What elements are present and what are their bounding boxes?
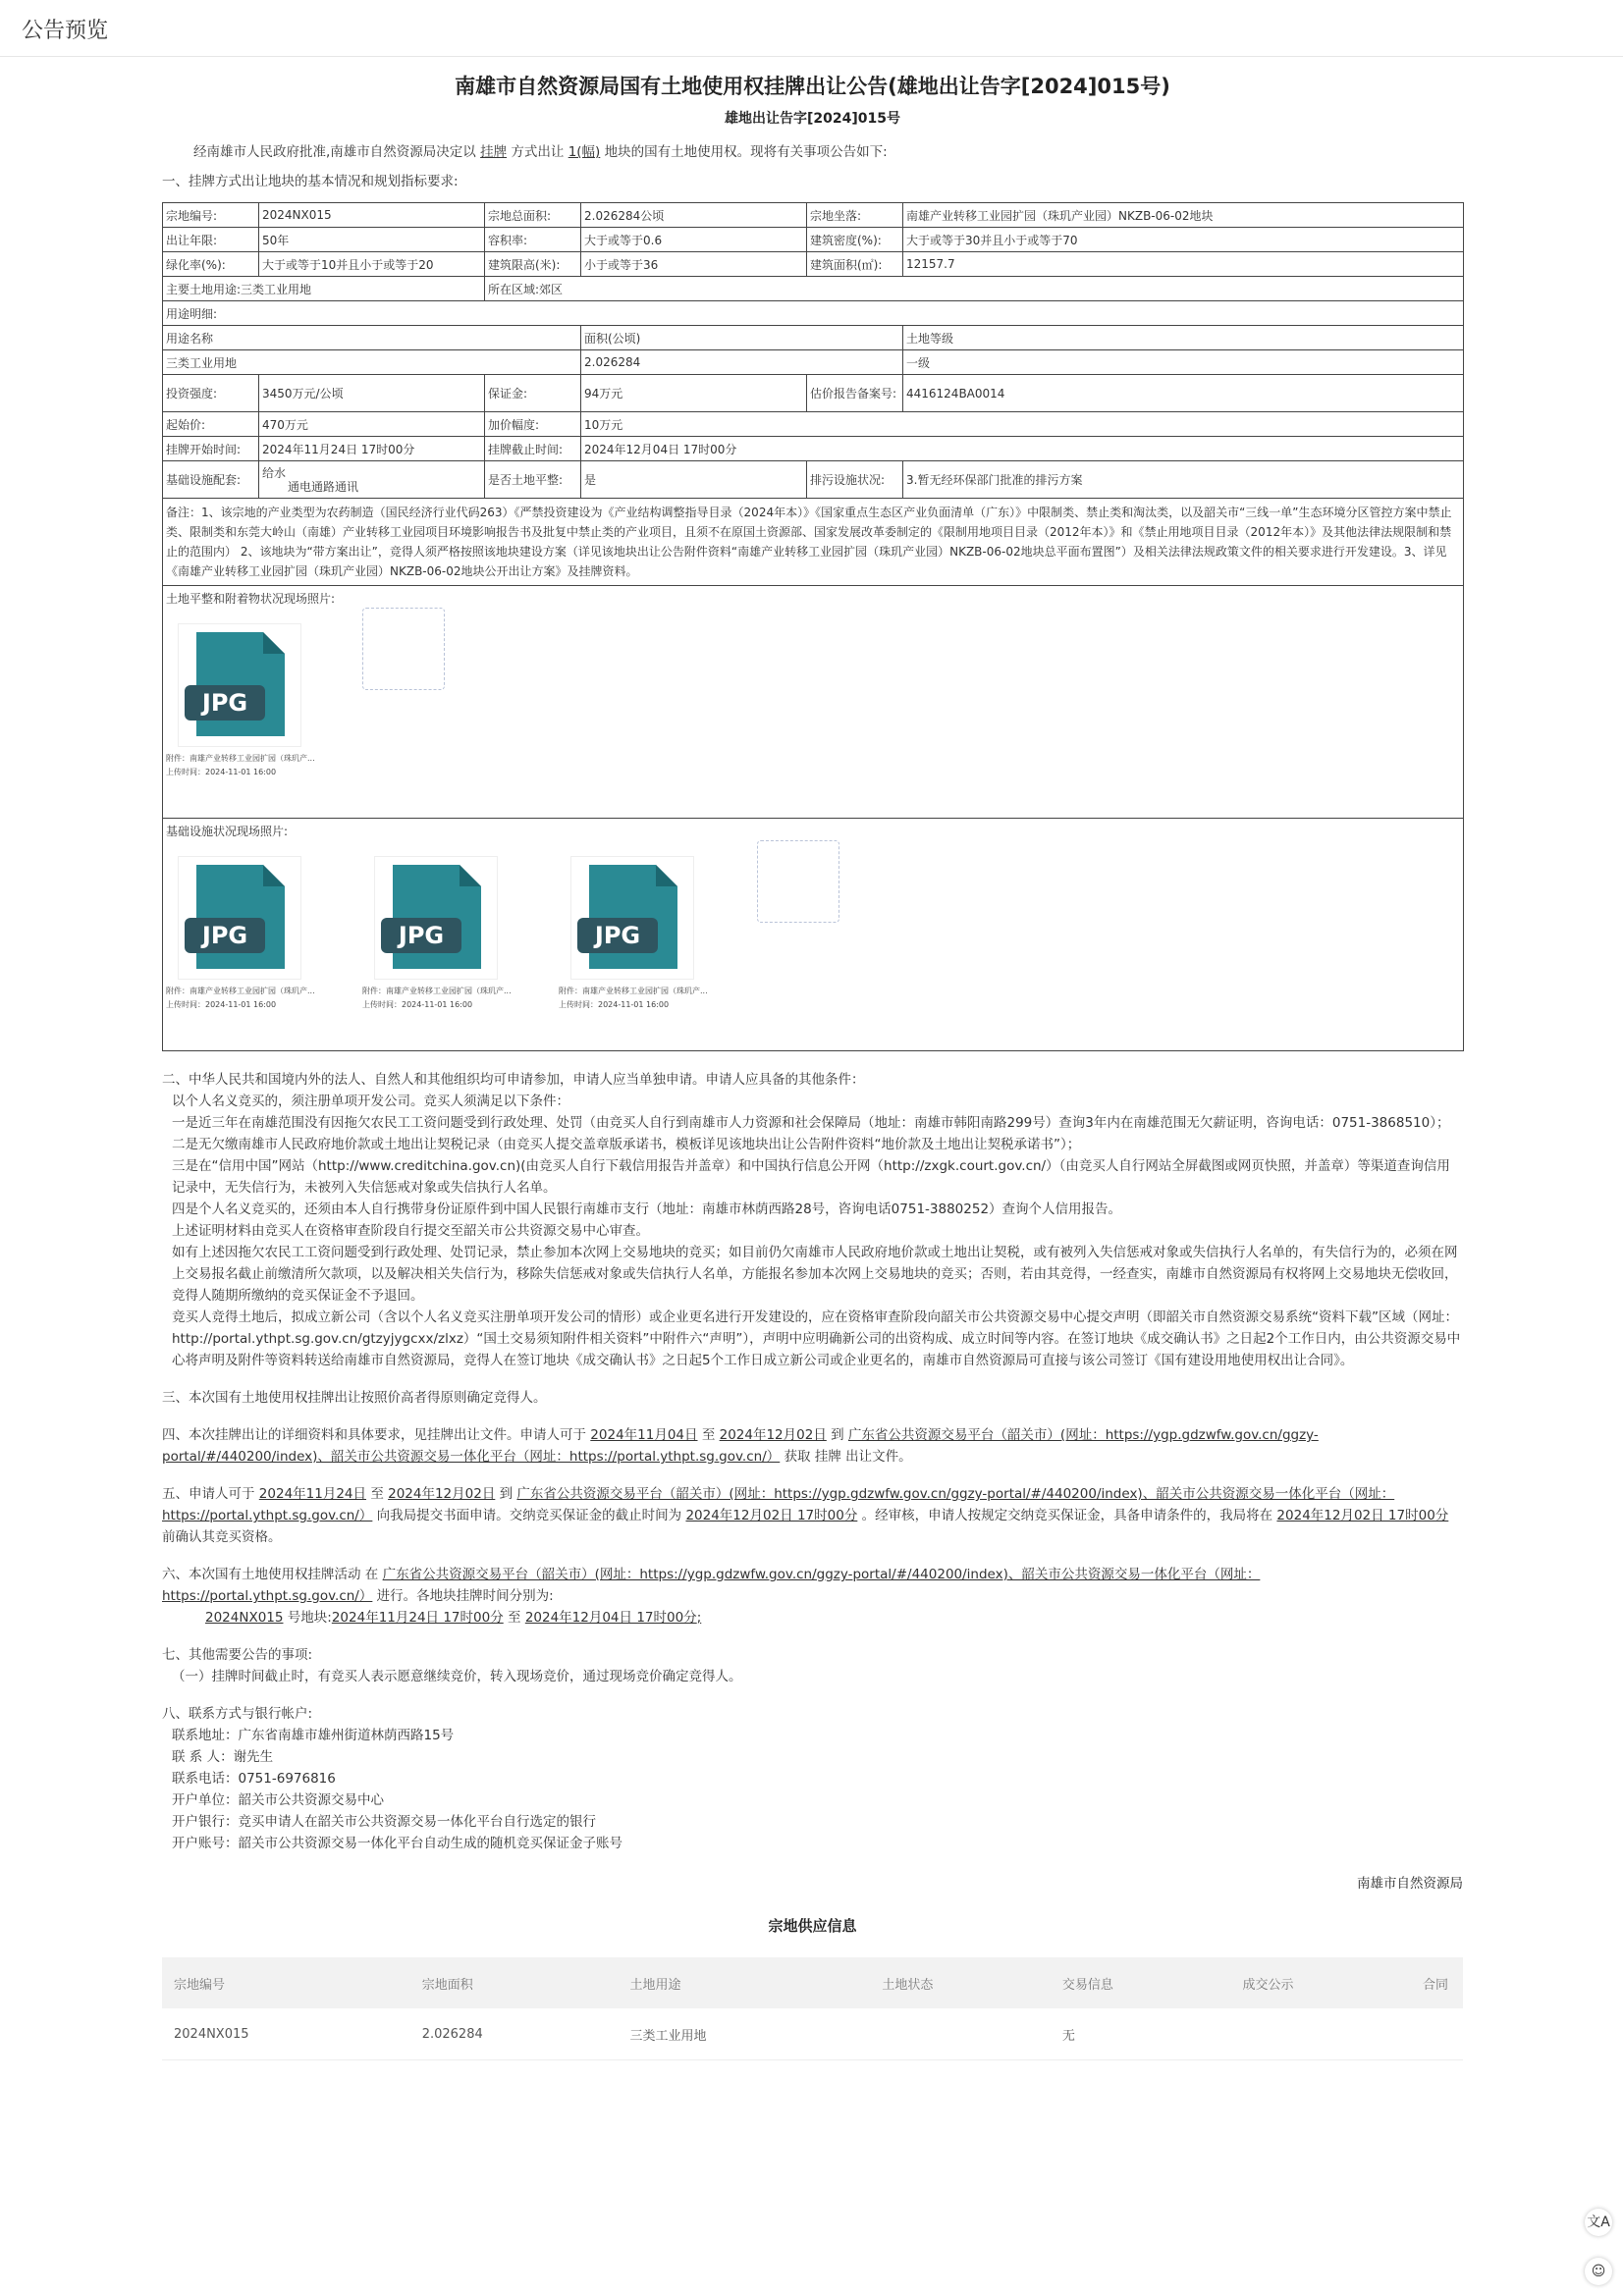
svg-text:JPG: JPG <box>201 922 248 949</box>
land-photos-title: 土地平整和附着物状况现场照片: <box>166 592 336 606</box>
announcement-subtitle: 雄地出让告字[2024]015号 <box>725 111 900 127</box>
contact-phone: 联系电话：0751-6976816 <box>172 1771 336 1787</box>
section-6: 六、本次国有土地使用权挂牌活动 在 广东省公共资源交易平台（韶关市）(网址：https://ygp.gdzwfw.gov.cn/ggzy-portal/#/440200/index)、韶关市公共资源交易一体化平台（网址：https://portal.ythpt.sg.gov.cn/） 进行。各地块挂牌时间分别为: 2024NX015 号地块:2024年11月24日 17时00分 至 2024年12月04日 17时00分; <box>162 1567 1261 1626</box>
header-title: 公告预览 <box>22 19 109 43</box>
supply-header-row: 宗地编号 宗地面积 土地用途 土地状态 交易信息 成交公示 合同 <box>162 1957 1463 2008</box>
infra-photos-title: 基础设施状况现场照片: <box>166 825 289 838</box>
table-row: 2024NX015 2.026284 三类工业用地 无 <box>162 2008 1463 2060</box>
infra-photos-section <box>163 819 1463 1050</box>
image-placeholder <box>362 608 445 690</box>
chat-icon[interactable]: ☺ <box>1585 2258 1612 2285</box>
intro-paragraph: 经南雄市人民政府批准,南雄市自然资源局决定以 挂牌 方式出让 1(幅) 地块的国有土地使用权。现将有关事项公告如下: <box>193 144 888 160</box>
table-row: 绿化率(%): 大于或等于10并且小于或等于20 建筑限高(米): 小于或等于36 建筑面积(㎡): 12157.7 <box>163 252 1464 277</box>
table-row <box>163 586 1464 819</box>
attachment-caption: 附件：南雄产业转移工业园扩园（珠玑产... <box>362 987 512 995</box>
table-row <box>163 499 1464 586</box>
section-3: 三、本次国有土地使用权挂牌出让按照价高者得原则确定竞得人。 <box>162 1390 547 1406</box>
table-row: 三类工业用地 2.026284 一级 <box>163 350 1464 375</box>
supply-table <box>162 1957 1463 2060</box>
svg-text:JPG: JPG <box>398 922 445 949</box>
attachment-upload-time: 上传时间：2024-11-01 16:00 <box>362 1000 473 1009</box>
table-row: 挂牌开始时间: 2024年11月24日 17时00分 挂牌截止时间: 2024年12月04日 17时00分 <box>163 437 1464 461</box>
jpg-file-icon <box>183 861 297 975</box>
attachment-file[interactable] <box>166 619 315 776</box>
platform-link[interactable]: 广东省公共资源交易平台（韶关市）(网址：https://ygp.gdzwfw.gov.cn/ggzy-portal/#/440200/index)、韶关市公共资源交易一体化平台（网址：https://portal.ythpt.sg.gov.cn/） <box>162 1427 1319 1465</box>
table-row: 基础设施配套: 给水 通电通路通讯 是否土地平整: 是 排污设施状况: 3.暂无经环保部门批准的排污方案 <box>163 461 1464 499</box>
attachment-caption: 附件：南雄产业转移工业园扩园（珠玑产... <box>166 987 315 995</box>
table-row: 出让年限: 50年 容积率: 大于或等于0.6 建筑密度(%): 大于或等于30并且小于或等于70 <box>163 228 1464 252</box>
attachment-file[interactable] <box>362 852 512 1009</box>
section-1-heading: 一、挂牌方式出让地块的基本情况和规划指标要求: <box>162 174 459 189</box>
jpg-file-icon <box>575 861 689 975</box>
svg-text:JPG: JPG <box>201 689 248 717</box>
attachment-caption: 附件：南雄产业转移工业园扩园（珠玑产... <box>559 987 708 995</box>
preview-header <box>0 0 1623 57</box>
jpg-file-icon <box>183 628 297 742</box>
table-row: 投资强度: 3450万元/公顷 保证金: 94万元 估价报告备案号: 4416124BA0014 <box>163 375 1464 412</box>
platform-link[interactable]: 广东省公共资源交易平台（韶关市）(网址：https://ygp.gdzwfw.gov.cn/ggzy-portal/#/440200/index)、韶关市公共资源交易一体化平台（网址：https://portal.ythpt.sg.gov.cn/） <box>162 1486 1395 1523</box>
table-row: 主要土地用途:三类工业用地 所在区域:郊区 <box>163 277 1464 301</box>
attachment-caption: 附件：南雄产业转移工业园扩园（珠玑产... <box>166 754 315 763</box>
jpg-file-icon <box>379 861 493 975</box>
svg-text:JPG: JPG <box>594 922 641 949</box>
contact-person: 联 系 人：谢先生 <box>172 1749 274 1765</box>
announcement-title: 南雄市自然资源局国有土地使用权挂牌出让公告(雄地出让告字[2024]015号) <box>455 75 1170 98</box>
attachment-file[interactable] <box>559 852 708 1009</box>
intro-method: 挂牌 <box>480 144 508 160</box>
conditions-section: 二、中华人民共和国境内外的法人、自然人和其他组织均可申请参加，申请人应当单独申请。申请人应具备的其他条件： 以个人名义竞买的，须注册单项开发公司。竞买人须满足以下条件： 一是近三年在南雄范围没有因拖欠农民工工资问题受到行政处理、处罚（由竞买人自行到南雄市人力资源和社会保障局（地址：南雄市韩阳南路299号）查询3年内在南雄范围无欠薪证明，咨询电话：0751-3868510）； 二是无欠缴南雄市人民政府地价款或土地出让契税记录（由竞买人提交盖章版承诺书，模板详见该地块出让公告附件资料“地价款及土地出让契税承诺书”）； 三是在“信用中国”网站（http://www.creditchina.gov.cn)(由竞买人自行下载信用报告并盖章）和中国执行信息公开网（http://zxgk.court.gov.cn/）（由竞买人自行网站全屏截图或网页快照，并盖章）等渠道查询信用记录中，无失信行为，未被列入失信惩戒对象或失信执行人名单。 四是个人名义竞买的，还须由本人自行携带身份证原件到中国人民银行南雄市支行（地址：南雄市林荫西路28号，咨询电话0751-3880252）查询个人信用报告。 上述证明材料由竞买人在资格审查阶段自行提交至韶关市公共资源交易中心审查。 如有上述因拖欠农民工工资问题受到行政处理、处罚记录，禁止参加本次网上交易地块的竞买；如目前仍欠南雄市人民政府地价款或土地出让契税，或有被列入失信惩戒对象或失信执行人名单的，有失信行为的，必须在网上交易报名截止前缴清所欠款项，以及解决相关失信行为，移除失信惩戒对象或失信执行人名单，方能报名参加本次网上交易地块的竞买；否则，若由其竞得，一经查实，南雄市自然资源局有权将网上交易地块无偿收回，竞得人随期所缴纳的竞买保证金不予退回。 竞买人竞得土地后，拟成立新公司（含以个人名义竞买注册单项开发公司的情形）或企业更名进行开发建设的，应在资格审查阶段向韶关市公共资源交易中心提交声明（即韶关市自然资源交易系统“资料下载”区域（网址：http://portal.ythpt.sg.gov.cn/gtzyjygcxx/zlxz）“国土交易须知附件相关资料”中附件六“声明”），声明中应明确新公司的出资构成、成立时间等内容。在签订地块《成交确认书》之日起2个工作日内，由公共资源交易中心将声明及附件等资料转送给南雄市自然资源局，竞得人在签订地块《成交确认书》之日起5个工作日成立新公司或企业更名的，南雄市自然资源局可直接与该公司签订《国有建设用地使用权出让合同》。 <box>162 1072 1461 1368</box>
land-photos-section <box>163 586 1463 818</box>
attachment-upload-time: 上传时间：2024-11-01 16:00 <box>166 1000 277 1009</box>
translate-icon[interactable]: 文A <box>1585 2209 1612 2236</box>
section-7: 七、其他需要公告的事项: （一）挂牌时间截止时，有竞买人表示愿意继续竞价，转入现场竞价，通过现场竞价确定竞得人。 <box>162 1647 742 1684</box>
platform-link[interactable]: 广东省公共资源交易平台（韶关市）(网址：https://ygp.gdzwfw.gov.cn/ggzy-portal/#/440200/index)、韶关市公共资源交易一体化平台（网址：https://portal.ythpt.sg.gov.cn/） <box>162 1567 1261 1604</box>
table-row: 起始价: 470万元 加价幅度: 10万元 <box>163 412 1464 437</box>
signature: 南雄市自然资源局 <box>1357 1876 1463 1892</box>
account-bank: 开户银行：竞买申请人在韶关市公共资源交易一体化平台自行选定的银行 <box>172 1814 596 1830</box>
remark-cell: 备注：1、该宗地的产业类型为农药制造（国民经济行业代码263）《严禁投资建设为《产业结构调整指导目录（2024年本）》《国家重点生态区产业负面清单（广东）》中限制类、禁止类和淘汰类，以及韶关市“三线一单”生态环境分区管控方案中禁止类、限制类和东莞大岭山（南雄）产业转移工业园项目环境影响报告书及批复中禁止类的产业项目，且须不在原国土资源部、国家发展改革委制定的《限制用地项目目录（2012年本）》和《禁止用地项目目录（2012年本）》及其他法律法规限制和禁止的范围内） 2、该地块为“带方案出让”，竞得人须严格按照该地块建设方案（详见该地块出让公告附件资料“南雄产业转移工业园扩园（珠玑产业园）NKZB-06-02地块总平面布置图”）及相关法律法规政策文件的相关要求进行开发建设。3、详见《南雄产业转移工业园扩园（珠玑产业园）NKZB-06-02地块公开出让方案》及挂牌资料。 <box>163 499 1464 586</box>
section-4: 四、本次挂牌出让的详细资料和具体要求，见挂牌出让文件。申请人可于 2024年11月04日 至 2024年12月02日 到 广东省公共资源交易平台（韶关市）(网址：https://ygp.gdzwfw.gov.cn/ggzy-portal/#/440200/index)、韶关市公共资源交易一体化平台（网址：https://portal.ythpt.sg.gov.cn/） 获取 挂牌 出让文件。 <box>162 1427 1319 1465</box>
account-number: 开户账号：韶关市公共资源交易一体化平台自动生成的随机竞买保证金子账号 <box>172 1836 622 1851</box>
table-row: 宗地编号: 2024NX015 宗地总面积: 2.026284公顷 宗地坐落: 南雄产业转移工业园扩园（珠玑产业园）NKZB-06-02地块 <box>163 203 1464 228</box>
attachment-upload-time: 上传时间：2024-11-01 16:00 <box>166 768 277 776</box>
attachment-file[interactable] <box>166 852 315 1009</box>
table-row: 用途名称 面积(公顷) 土地等级 <box>163 326 1464 350</box>
account-unit: 开户单位：韶关市公共资源交易中心 <box>172 1792 384 1808</box>
intro-count: 1(幅) <box>568 144 601 160</box>
contact-address: 联系地址：广东省南雄市雄州街道林荫西路15号 <box>172 1728 455 1743</box>
parcel-info-table <box>162 202 1464 1051</box>
section-8: 八、联系方式与银行帐户: 联系地址：广东省南雄市雄州街道林荫西路15号 联 系 人：谢先生 联系电话：0751-6976816 开户单位：韶关市公共资源交易中心 开户银行：竞买申请人在韶关市公共资源交易一体化平台自行选定的银行 开户账号：韶关市公共资源交易一体化平台自动生成的随机竞买保证金子账号 <box>162 1703 1463 1854</box>
announcement-page <box>162 67 1463 2060</box>
supply-title: 宗地供应信息 <box>768 1917 857 1935</box>
table-row <box>163 819 1464 1051</box>
section-5: 五、申请人可于 2024年11月24日 至 2024年12月02日 到 广东省公共资源交易平台（韶关市）(网址：https://ygp.gdzwfw.gov.cn/ggzy-portal/#/440200/index)、韶关市公共资源交易一体化平台（网址：https://portal.ythpt.sg.gov.cn/） 向我局提交书面申请。交纳竞买保证金的截止时间为 2024年12月02日 17时00分 。经审核，申请人按规定交纳竞买保证金，具备申请条件的，我局将在 2024年12月02日 17时00分 前确认其竞买资格。 <box>162 1486 1449 1545</box>
attachment-upload-time: 上传时间：2024-11-01 16:00 <box>559 1000 670 1009</box>
table-row: 用途明细: <box>163 301 1464 326</box>
image-placeholder <box>757 840 839 923</box>
